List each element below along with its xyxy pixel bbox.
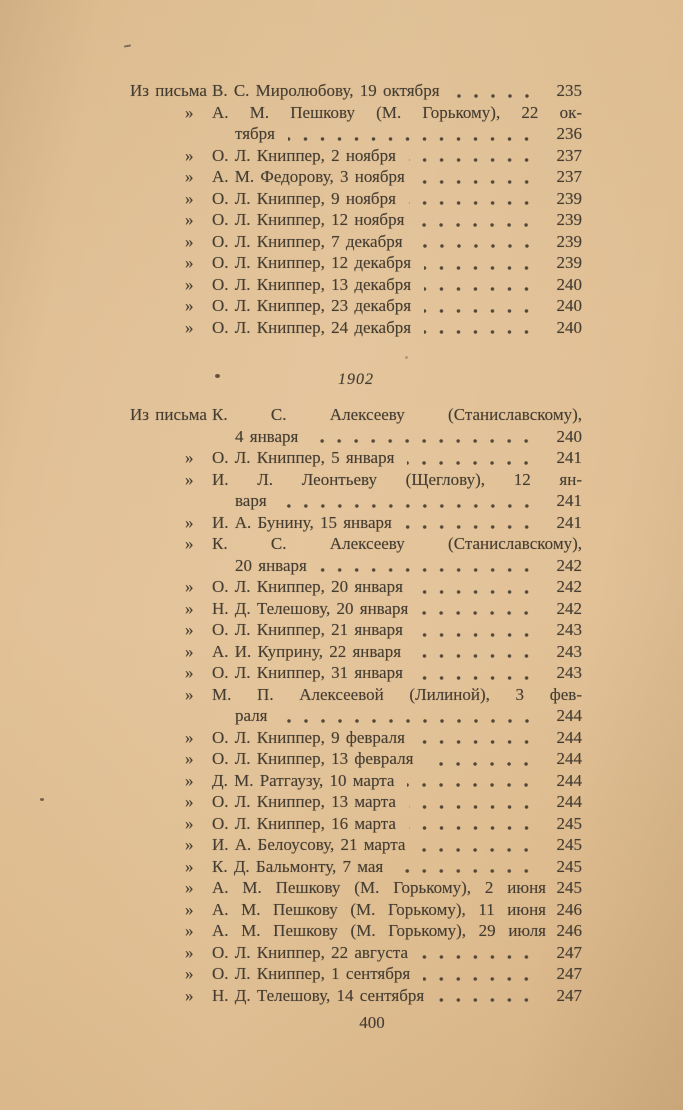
toc-row xyxy=(130,813,582,835)
dot-leader xyxy=(417,222,541,228)
toc-row xyxy=(130,123,582,145)
entry-text: О. Л. Книппер, 21 января xyxy=(212,620,403,639)
page-number: 247 xyxy=(556,942,582,962)
page-number: 246 xyxy=(556,921,582,940)
page-number: 241 xyxy=(556,512,582,532)
ditto-mark: » xyxy=(185,813,194,833)
toc-row xyxy=(130,748,582,770)
toc-row xyxy=(130,447,582,469)
entry-text: О. Л. Книппер, 12 декабря xyxy=(212,253,412,272)
toc-row xyxy=(130,834,582,856)
ditto-mark: » xyxy=(185,102,194,122)
entry-text: О. Л. Книппер, 13 февраля xyxy=(212,749,414,768)
dot-leader xyxy=(426,761,541,767)
toc-row xyxy=(130,512,582,534)
entry-text: И. А. Бунину, 15 января xyxy=(212,512,392,532)
dot-leader xyxy=(424,265,541,271)
page-number: 241 xyxy=(556,491,582,510)
ditto-mark: » xyxy=(185,512,194,532)
toc-row xyxy=(130,684,582,706)
entry-text: тября xyxy=(235,124,275,143)
ditto-mark: » xyxy=(185,620,194,639)
entry-text: М. П. Алексеевой (Лилиной), 3 фев- xyxy=(212,684,582,704)
ditto-mark: » xyxy=(185,231,194,251)
dot-leader xyxy=(288,136,541,142)
ditto-mark: » xyxy=(185,253,194,272)
page-number: 236 xyxy=(556,124,582,143)
ditto-mark: » xyxy=(185,598,194,618)
entry-text: А. М. Пешкову (М. Горькому), 2 июня xyxy=(212,878,546,897)
toc-section-1902 xyxy=(130,404,582,1006)
page-number: 240 xyxy=(556,274,582,294)
page-number: 245 xyxy=(556,878,582,897)
entry-text: О. Л. Книппер, 7 декабря xyxy=(212,231,403,251)
ditto-mark: » xyxy=(185,663,194,682)
dot-leader xyxy=(407,782,541,788)
entry-text: О. Л. Книппер, 31 января xyxy=(212,663,403,682)
entry-text: О. Л. Книппер, 22 августа xyxy=(212,942,409,962)
ditto-mark: » xyxy=(185,985,194,1005)
toc-row xyxy=(130,791,582,813)
dot-leader xyxy=(409,200,541,206)
entry-text: 20 января xyxy=(235,555,307,575)
page-footer xyxy=(130,1013,582,1033)
dot-leader xyxy=(418,179,541,185)
ditto-mark: » xyxy=(185,317,194,337)
page-number: 244 xyxy=(556,727,582,747)
ditto-mark: » xyxy=(185,448,194,467)
year-heading: 1902 xyxy=(338,371,374,388)
toc-section-first xyxy=(130,80,582,338)
dot-leader xyxy=(416,675,541,681)
page-number: 239 xyxy=(556,253,582,272)
ditto-mark: » xyxy=(185,684,194,704)
toc-row xyxy=(130,231,582,253)
dot-leader xyxy=(409,157,541,163)
toc-row xyxy=(130,145,582,167)
page-number: 239 xyxy=(556,188,582,208)
entry-text: Н. Д. Телешову, 14 сентября xyxy=(212,985,425,1005)
page-number: 242 xyxy=(556,577,582,596)
dot-leader xyxy=(421,954,541,960)
ditto-mark: » xyxy=(185,469,194,489)
page-number: 247 xyxy=(556,985,582,1005)
ditto-mark: » xyxy=(185,534,194,553)
toc-row xyxy=(130,317,582,339)
toc-row xyxy=(130,705,582,727)
page-number: 239 xyxy=(556,231,582,251)
dot-leader xyxy=(409,825,541,831)
dot-leader xyxy=(281,718,542,724)
dot-leader xyxy=(424,308,541,314)
dot-leader xyxy=(280,503,541,509)
page-number: 237 xyxy=(556,167,582,186)
toc-row xyxy=(130,80,582,102)
dot-leader xyxy=(409,804,541,810)
entry-text: О. Л. Книппер, 24 декабря xyxy=(212,317,412,337)
page-number: 244 xyxy=(556,792,582,811)
entry-text: О. Л. Книппер, 23 декабря xyxy=(212,296,412,315)
ditto-mark: » xyxy=(185,210,194,229)
dot-leader xyxy=(396,868,541,874)
from-letter-label: Из письма xyxy=(130,405,207,424)
page-number: 243 xyxy=(556,641,582,661)
page-number: 240 xyxy=(556,317,582,337)
dot-leader xyxy=(418,739,541,745)
page-number: 235 xyxy=(556,81,582,100)
dot-leader xyxy=(418,847,541,853)
toc-row xyxy=(130,166,582,188)
page-number: 244 xyxy=(556,749,582,768)
toc-row xyxy=(130,209,582,231)
entry-text: раля xyxy=(235,706,268,725)
ditto-mark: » xyxy=(185,899,194,919)
ditto-mark: » xyxy=(185,942,194,962)
page-number: 246 xyxy=(556,899,582,919)
ditto-mark: » xyxy=(185,145,194,165)
entry-text: А. М. Пешкову (М. Горькому), 11 июня xyxy=(212,899,546,919)
toc-row xyxy=(130,274,582,296)
dot-leader xyxy=(424,329,541,335)
toc-row xyxy=(130,533,582,555)
entry-text: Н. Д. Телешову, 20 января xyxy=(212,598,409,618)
entry-text: О. Л. Книппер, 20 января xyxy=(212,577,403,596)
page-number: 240 xyxy=(556,426,582,446)
toc-row xyxy=(130,662,582,684)
entry-text: О. Л. Книппер, 5 января xyxy=(212,448,395,467)
dot-leader xyxy=(437,997,541,1003)
entry-text: К. Д. Бальмонту, 7 мая xyxy=(212,856,384,876)
entry-text: И. Л. Леонтьеву (Щеглову), 12 ян- xyxy=(212,469,582,489)
entry-text: О. Л. Книппер, 12 ноября xyxy=(212,210,405,229)
page-number: 247 xyxy=(556,964,582,983)
ditto-mark: » xyxy=(185,188,194,208)
toc-row xyxy=(130,856,582,878)
page-number: 245 xyxy=(556,856,582,876)
entry-text: К. С. Алексееву (Станиславскому), xyxy=(212,405,582,424)
page-number: 241 xyxy=(556,448,582,467)
dot-leader xyxy=(407,460,541,466)
ditto-mark: » xyxy=(185,792,194,811)
toc-row xyxy=(130,920,582,942)
toc-row xyxy=(130,942,582,964)
page-number: 237 xyxy=(556,145,582,165)
dot-leader xyxy=(416,589,541,595)
ditto-mark: » xyxy=(185,856,194,876)
dot-leader xyxy=(421,610,541,616)
page-number: 242 xyxy=(556,598,582,618)
entry-text: В. С. Миролюбову, 19 октября xyxy=(212,81,440,100)
entry-text: А. М. Федорову, 3 ноября xyxy=(212,167,405,186)
toc-row xyxy=(130,727,582,749)
dot-leader xyxy=(416,632,541,638)
toc-content xyxy=(130,0,582,1033)
dot-leader xyxy=(453,93,541,99)
ditto-mark: » xyxy=(185,835,194,854)
entry-text: О. Л. Книппер, 13 марта xyxy=(212,792,396,811)
toc-row xyxy=(130,641,582,663)
dot-leader xyxy=(311,438,541,444)
toc-row xyxy=(130,469,582,491)
toc-row xyxy=(130,598,582,620)
ditto-mark: » xyxy=(185,749,194,768)
entry-text: А. И. Куприну, 22 января xyxy=(212,641,402,661)
dot-leader xyxy=(405,524,541,530)
dot-leader xyxy=(424,286,541,292)
page-number: 244 xyxy=(556,770,582,790)
dot-leader xyxy=(320,567,541,573)
page-number: 243 xyxy=(556,620,582,639)
ditto-mark: » xyxy=(185,296,194,315)
ink-speck xyxy=(40,798,44,801)
entry-text: О. Л. Книппер, 9 февраля xyxy=(212,727,405,747)
page-number: 239 xyxy=(556,210,582,229)
toc-row xyxy=(130,619,582,641)
ditto-mark: » xyxy=(185,641,194,661)
toc-row xyxy=(130,899,582,921)
toc-row xyxy=(130,404,582,426)
page-number: 244 xyxy=(556,706,582,725)
entry-text: О. Л. Книппер, 13 декабря xyxy=(212,274,412,294)
toc-row xyxy=(130,188,582,210)
entry-text: А. М. Пешкову (М. Горькому), 29 июля xyxy=(212,921,546,940)
entry-text: О. Л. Книппер, 16 марта xyxy=(212,813,396,833)
toc-row xyxy=(130,770,582,792)
ditto-mark: » xyxy=(185,167,194,186)
entry-text: 4 января xyxy=(235,426,299,446)
from-letter-label: Из письма xyxy=(130,81,207,100)
toc-row xyxy=(130,985,582,1007)
page-number: 243 xyxy=(556,663,582,682)
ditto-mark: » xyxy=(185,577,194,596)
page-number: 245 xyxy=(556,835,582,854)
page-number: 240 xyxy=(556,296,582,315)
toc-row xyxy=(130,555,582,577)
toc-row xyxy=(130,295,582,317)
dot-leader xyxy=(423,976,541,982)
entry-text: О. Л. Книппер, 2 ноября xyxy=(212,145,396,165)
dot-leader xyxy=(414,653,541,659)
entry-text: К. С. Алексееву (Станиславскому), xyxy=(212,534,582,553)
dot-leader xyxy=(416,243,541,249)
entry-text: Д. М. Ратгаузу, 10 марта xyxy=(212,770,395,790)
ditto-mark: » xyxy=(185,964,194,983)
toc-row xyxy=(130,102,582,124)
toc-row xyxy=(130,963,582,985)
ditto-mark: » xyxy=(185,727,194,747)
toc-row xyxy=(130,576,582,598)
ditto-mark: » xyxy=(185,770,194,790)
ditto-mark: » xyxy=(185,878,194,897)
entry-text: И. А. Белоусову, 21 марта xyxy=(212,835,406,854)
toc-row xyxy=(130,426,582,448)
entry-text: варя xyxy=(235,491,267,510)
page-number: 245 xyxy=(556,813,582,833)
entry-text: О. Л. Книппер, 1 сентября xyxy=(212,964,411,983)
footer-page-number: 400 xyxy=(359,1013,385,1032)
ditto-mark: » xyxy=(185,921,194,940)
toc-row xyxy=(130,877,582,899)
page-number: 242 xyxy=(556,555,582,575)
toc-row xyxy=(130,252,582,274)
toc-row xyxy=(130,490,582,512)
ditto-mark: » xyxy=(185,274,194,294)
entry-text: А. М. Пешкову (М. Горькому), 22 ок- xyxy=(212,102,582,122)
entry-text: О. Л. Книппер, 9 ноября xyxy=(212,188,396,208)
